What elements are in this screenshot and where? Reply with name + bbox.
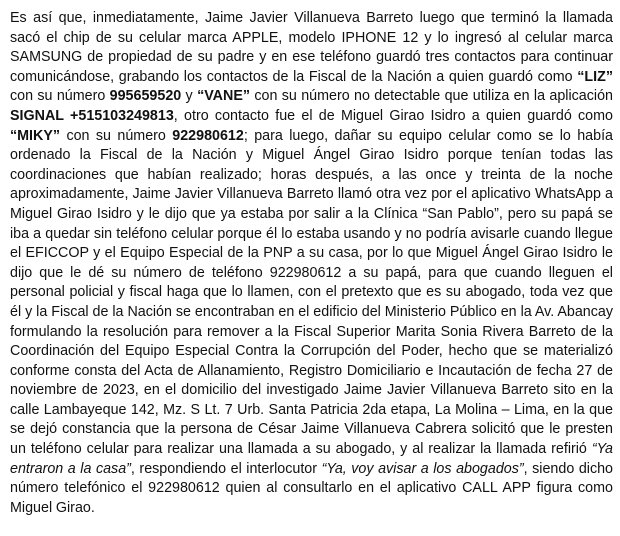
text-run: , respondiendo el interlocutor xyxy=(130,460,322,477)
document-paragraph xyxy=(10,9,613,518)
text-run: con su número xyxy=(60,127,173,144)
text-run: ; para luego, dañar su equipo celular como se lo había ordenado la Fiscal de la Nación y Miguel Ángel Girao Isidro porque tenían todas las coordinaciones que habían realizado; horas después, a las once y treinta de la noche aproximadamente, Jaime Javier Villanueva Barreto llamó otra vez por el aplicativo WhatsApp a Miguel Girao Isidro y le dijo que ya estaba por salir a la Clínica “San Pablo”, pero su papá se iba a quedar sin teléfono celular porque él lo estaba usando y no podría avisarle cuando llegue el EFICCOP y el Equipo Especial de la PNP a su casa, por lo que Miguel Ángel Girao Isidro le dijo que le dé su número de teléfono 922980612 a su papá, para que cuando lleguen el personal policial y fiscal haga que lo llamen, con el pretexto que es su abogado, toda vez que él y la Fiscal de la Nación se encontraban en el edificio del Ministerio Público en la Av. Abancay formulando la resolución para remover a la Fiscal Superior Marita Sonia Rivera Barreto de la Coordinación del Equipo Especial Contra la Corrupción del Poder, hecho que se materializó conforme consta del Acta de Allanamiento, Registro Domiciliario e Incautación de fecha 27 de noviembre de 2023, en el domicilio del investigado Jaime Javier Villanueva Barreto sito en la calle Lambayeque 142, Mz. S Lt. 7 Urb. Santa Patricia 2da etapa, La Molina – Lima, en la que se dejó constancia que la persona de César Jaime Villanueva Cabrera solicitó que le presten un teléfono celular para realizar una llamada a su abogado, y al realizar la llamada refirió xyxy=(10,127,613,458)
text-run: con su número xyxy=(10,88,110,105)
text-run: , otro contacto fue el de Miguel Girao Isidro a quien guardó como xyxy=(173,107,613,124)
contact-name-vane: “VANE” xyxy=(197,88,251,105)
text-run: Es así que, inmediatamente, Jaime Javier Villanueva Barreto luego que terminó la llamada sacó el chip de su celular marca APPLE, modelo IPHONE 12 y lo ingresó al celular marca SAMSUNG de propiedad de su padre y en ese teléfono guardó tres contactos para continuar comunicándose, grabando los contactos de la Fiscal de la Nación a quien guardó como xyxy=(10,10,613,85)
text-run: , siendo dicho número telefónico el 922980612 quien al consultarlo en el aplicativo CALL APP figura como Miguel Girao. xyxy=(10,460,614,516)
document-page xyxy=(10,9,613,518)
signal-number: SIGNAL +515103249813 xyxy=(10,107,174,124)
quote-abogados: “Ya, voy avisar a los abogados” xyxy=(321,460,524,477)
contact-name-liz: “LIZ” xyxy=(577,68,613,85)
contact-name-miky: “MIKY” xyxy=(10,127,61,144)
text-run: con su número no detectable que utiliza en la aplicación xyxy=(250,88,613,105)
phone-number-liz: 995659520 xyxy=(109,88,182,105)
quote-entraron: “Ya entraron a la casa” xyxy=(10,441,613,477)
text-run: y xyxy=(181,88,198,105)
phone-number-miky: 922980612 xyxy=(172,127,244,144)
